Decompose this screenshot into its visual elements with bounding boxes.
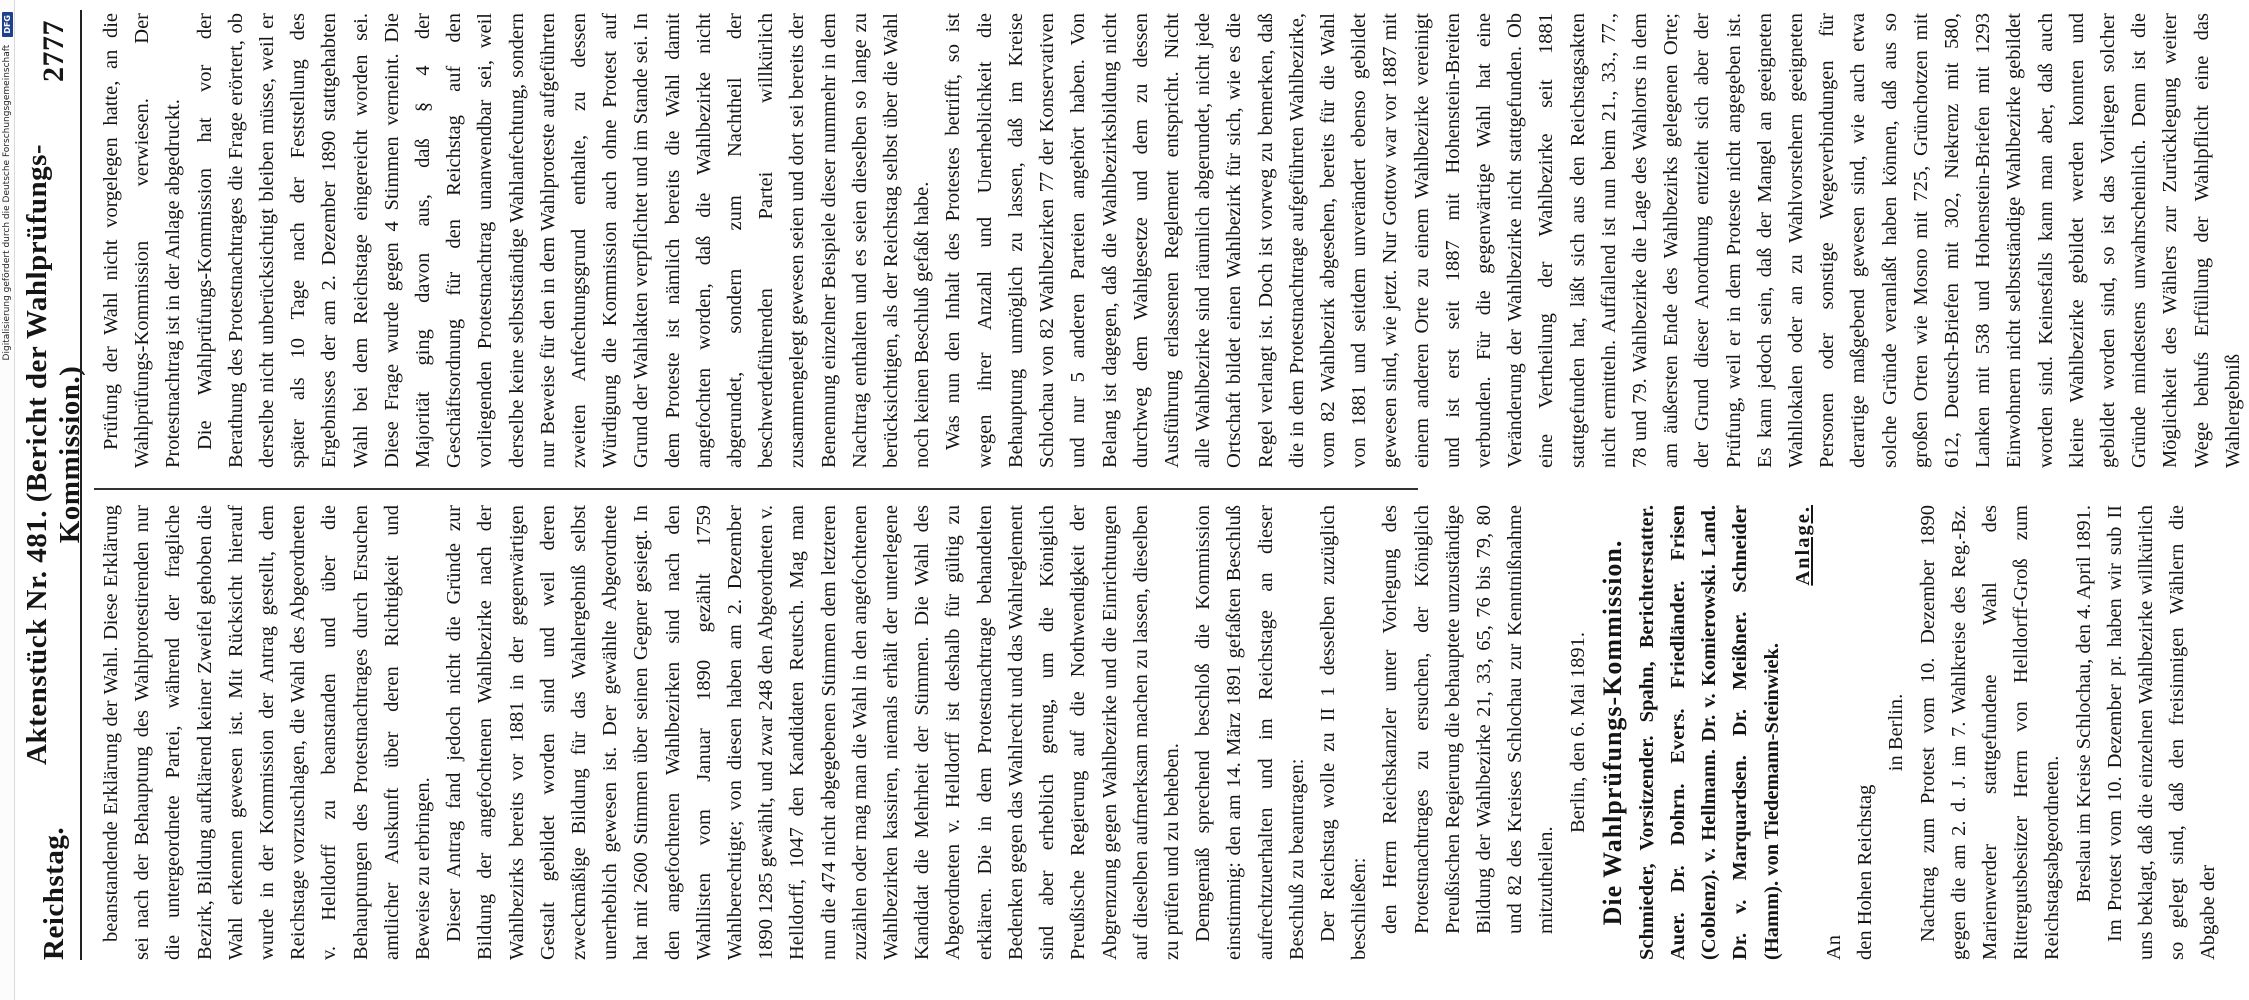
sidebar <box>0 0 15 1000</box>
right-column <box>96 13 2249 468</box>
place-date: Breslau im Kreise Schlochau, den 4. April 1891. <box>2072 505 2095 903</box>
paragraph: Im Protest vom 10. Dezember pr. haben wir sub II uns beklagt, daß die einzelnen Wahlbezirke willkürlich so gelegt sind, daß den freisinnigen Wählern die Abgabe der <box>2103 505 2220 960</box>
address-line: An <box>1822 934 1845 960</box>
resolution-quote <box>1375 505 1562 960</box>
funding-note <box>0 0 14 1000</box>
paragraph: Der Reichstag wolle zu II 1 desselben zuzüglich beschließen: <box>1316 505 1371 960</box>
header-left: Reichstag. <box>37 826 70 960</box>
dfg-logo: DFG <box>2 12 13 37</box>
annex-heading: Anlage. <box>1791 505 1814 586</box>
page-header <box>21 20 86 960</box>
left-column <box>96 505 2225 960</box>
funding-text: Digitalisierung gefördert durch die Deutsche Forschungsgemeinschaft <box>2 44 12 361</box>
page-title <box>21 82 87 827</box>
paragraph: Dieser Antrag fand jedoch nicht die Gründe zur Bildung der angefochtenen Wahlbezirke nach der Wahlbezirks bereits vor 1881 in der gegenwärtigen Gestalt gebildet worden sind und weil deren zweckmäßige Bildung für das Wahlergebniß selbst unerheblich gewesen ist. Der gewählte Abgeordnete hat mit 2600 Stimmen über seinen Gegner gesiegt. In den angefochtenen Wahlbezirken sind nach den Wahllisten vom Januar 1890 gezählt 1759 Wahlberechtigte; von diesen haben am 2. Dezember 1890 1285 gewählt, und zwar 248 den Abgeordneten v. Helldorff, 1047 den Kandidaten Reutsch. Mag man nun die 474 nicht abgegebenen Stimmen dem letzteren zuzählen oder mag man die Wahl in den angefochtenen Wahlbezirken kassiren, niemals erhält der unterlegene Kandidat die Mehrheit der Stimmen. Die Wahl des Abgeordneten v. Helldorff ist deshalb für gültig zu erklären. Die in dem Protestnachtrage behandelten Bedenken gegen das Wahlrecht und das Wahlreglement sind aber erheblich genug, um die Königlich Preußische Regierung auf die Nothwendigkeit der Abgrenzung gegen Wahlbezirke und die Einrichtungen auf dieselben aufmerksam machen zu lassen, dieselben zu prüfen und zu beheben. <box>443 505 1183 960</box>
member-list: Schmieder, Vorsitzender. Spahn, Berichterstatter. Auer. Dr. Dohrn. Evers. Friedländer. Frisen (Coblenz). v. Hellmann. Dr. v. Komierowski. Land. Dr. v. Marquardsen. Dr. Meißner. Schneider (Hamm). von Tiedemann-Steinwiek. <box>1635 505 1783 960</box>
column-divider <box>94 488 1418 490</box>
document-page <box>21 0 2244 1000</box>
header-title: Aktenstück Nr. 481. <box>21 510 53 765</box>
paragraph: Was nun den Inhalt des Protestes betrifft, so ist wegen ihrer Anzahl und Unerheblichkeit die Behauptung unmöglich zu lassen, daß im Kreise Schlochau von 82 Wahlbezirken 77 der Konservativen und nur 5 anderen Parteien angehört haben. Von Belang ist dagegen, daß die Wahlbezirksbildung nicht durchweg dem Wahlgesetze und dem zu dessen Ausführung erlassenen Reglement entspricht. Nicht alle Wahlbezirke sind räumlich abgerundet, nicht jede Ortschaft bildet einen Wahlbezirk für sich, wie es die Regel verlangt ist. Doch ist vorweg zu bemerken, daß die in dem Protestnachtrage aufgeführten Wahlbezirke, vom 82 Wahlbezirk abgesehen, bereits für die Wahl von 1881 und seitdem unverändert ebenso gebildet gewesen sind, wie jetzt. Nur Gottow war vor 1887 mit einem anderen Orte zu einem Wahlbezirke vereinigt und ist erst seit 1887 mit Hohenstein-Breiten verbunden. Für die gegenwärtige Wahl hat eine Veränderung der Wahlbezirke nicht stattgefunden. Ob eine Vertheilung der Wahlbezirke seit 1881 stattgefunden hat, läßt sich aus den Reichstagsakten nicht ermitteln. Auffallend ist nun beim 21., 33., 77., 78 und 79. Wahlbezirke die Lage des Wahlorts in dem am äußersten Ende des Wahlbezirks gelegenen Orte; der Grund dieser Anordnung entzieht sich aber der Prüfung, weil er in dem Proteste nicht angegeben ist. Es kann jedoch sein, daß der Mangel an geeigneten Wahllokalen oder an zu Wahlvorstehern geeigneten Personen oder sonstige Wegeverbindungen für derartige maßgebend gewesen sind, wie auch etwa solche Gründe veranlaßt haben können, daß aus so großen Orten wie Mosno mit 725, Grünchotzen mit 612, Deutsch-Briefen mit 302, Niekrenz mit 580, Lanken mit 538 und Hohenstein-Briefen mit 1293 Einwohnern nicht selbstständige Wahlbezirke gebildet worden sind. Keinesfalls kann man aber, daß auch kleine Wahlbezirke gebildet werden konnten und gebildet worden sind, so ist das Vorliegen solcher Gründe mindestens unwahrscheinlich. Denn ist die Möglichkeit des Wählers zur Zurücklegung weiter Wege behufs Erfüllung der Wahlpflicht eine das Wahlergebniß <box>942 13 2244 468</box>
paragraph: beanstandende Erklärung der Wahl. Diese Erklärung sei nach der Behauptung des Wahlprotestirenden nur die untergeordnete Partei, während der fragliche Bezirk, Bildung aufklärend keiner Zweifel gehoben die Wahl erkennen gewesen ist. Mit Rücksicht hierauf wurde in der Kommission der Antrag gestellt, dem Reichstage vorzuschlagen, die Wahl des Abgeordneten v. Helldorff zu beanstanden und über die Behauptungen des Protestnachtrages durch Ersuchen amtlicher Auskunft über deren Richtigkeit und Beweise zu erbringen. <box>100 505 435 960</box>
paragraph: Demgemäß sprechend beschloß die Kommission einstimmig: den am 14. März 1891 gefaßten Beschluß aufrechtzuerhalten und im Reichstage an dieser Beschluß zu beantragen: <box>1192 505 1308 960</box>
resolution-text: den Herrn Reichskanzler unter Vorlegung des Protestnachtrages zu ersuchen, der Königlich Preußischen Regierung die behauptete unzuständige Bildung der Wahlbezirke 21, 33, 65, 76 bis 79, 80 und 82 des Kreises Schlochau zur Kenntnißnahme mitzutheilen. <box>1379 505 1558 934</box>
commission-title: Die Wahlprüfungs-Kommission. <box>1597 539 1627 926</box>
paragraph: Nachtrag zum Protest vom 10. Dezember 1890 gegen die am 2. d. J. im 7. Wahlkreise des Reg.-Bz. Marienwerder stattgefundene Wahl des Rittergutsbesitzer Herrn von Helldorff-Groß zum Reichstagsabgeordneten. <box>1916 505 2064 960</box>
address-line: in Berlin. <box>1885 693 1908 772</box>
header-paren: (Bericht der Wahlprüfungs-Kommission.) <box>21 143 86 544</box>
paragraph: Die Wahlprüfungs-Kommission hat vor der Berathung des Protestnachtrages die Frage erörtert, ob derselbe nicht unberücksichtigt bleiben müsse, weil er später als 10 Tage nach der Feststellung des Ergebnisses der am 2. Dezember 1890 stattgehabten Wahl bei dem Reichstage eingereicht worden sei. Diese Frage wurde gegen 4 Stimmen verneint. Die Majorität ging davon aus, daß § 4 der Geschäftsordnung für den Reichstag auf den vorliegenden Protestnachtrag unanwendbar sei, weil derselbe keine selbstständige Wahlanfechtung, sondern nur Beweise für den in dem Wahlproteste aufgeführten zweiten Anfechtungsgrund enthalte, zu dessen Würdigung die Kommission auch ohne Protest auf Grund der Wahlakten verpflichtet und im Stande sei. In dem Proteste ist nämlich bereits die Wahl damit angefochten worden, daß die Wahlbezirke nicht abgerundet, sondern zum Nachtheil der beschwerdeführenden Partei willkürlich zusammengelegt gewesen seien und dort sei bereits der Benennung einzelner Beispiele dieser nummehr in dem Nachtrag enthalten und es seien dieselben so lange zu berücksichtigen, als der Reichstag selbst über die Wahl noch keinen Beschluß gefaßt habe. <box>193 13 934 468</box>
header-rule <box>80 10 82 960</box>
address-line: den Hohen Reichstag <box>1854 784 1877 960</box>
page-number: 2777 <box>37 20 70 82</box>
paragraph: Prüfung der Wahl nicht vorgelegen hatte, an die Wahlprüfungs-Kommission verwiesen. Der Protestnachtrag ist in der Anlage abgedruckt. <box>100 13 185 468</box>
dateline: Berlin, den 6. Mai 1891. <box>1566 632 1589 833</box>
